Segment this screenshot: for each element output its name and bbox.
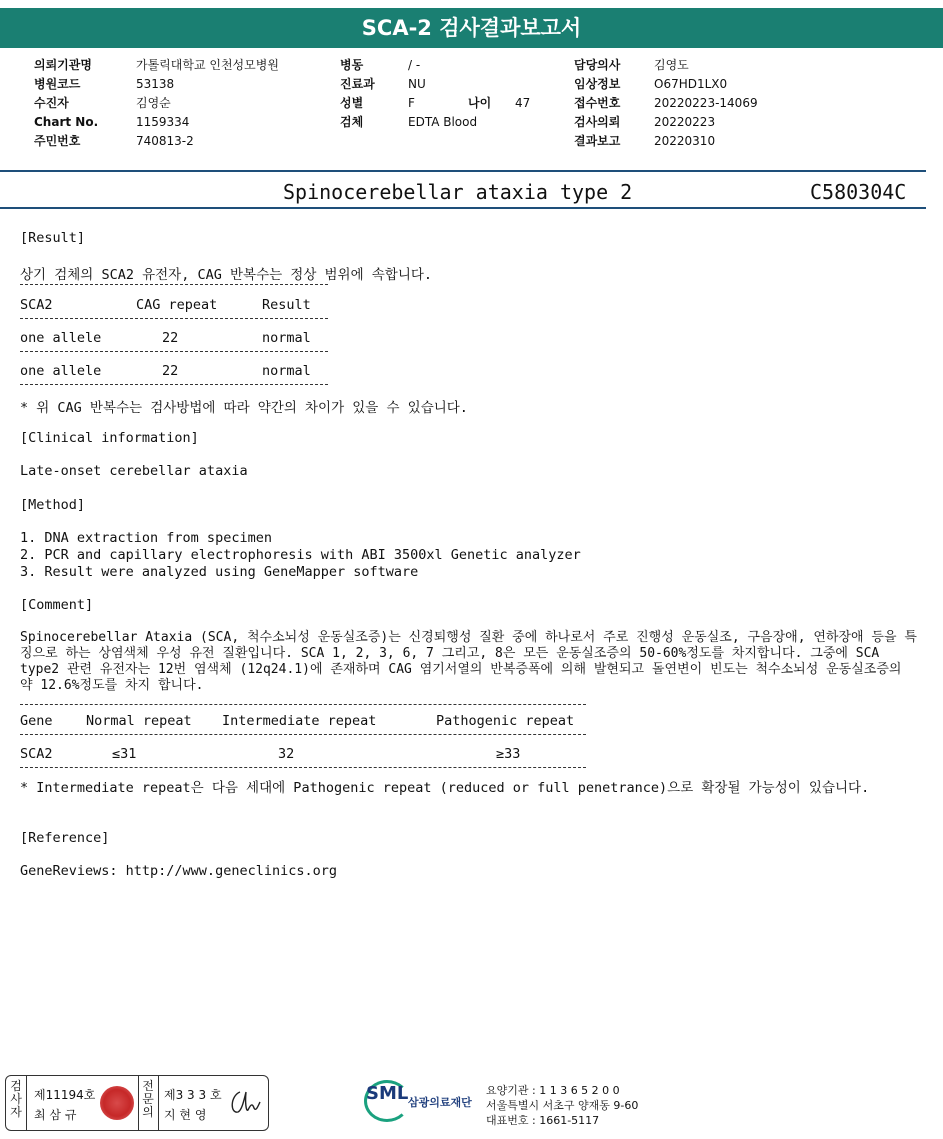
divider [20, 767, 586, 768]
result-col-repeat: CAG repeat [136, 297, 218, 313]
chart-no-label: Chart No. [34, 115, 99, 129]
request-date-label: 검사의뢰 [574, 115, 621, 129]
examiner-name: 최 삼 규 [34, 1108, 77, 1122]
header-col-1 [34, 56, 279, 151]
org-name: 삼광의료재단 [408, 1096, 472, 1109]
method-step-3: 3. Result were analyzed using GeneMapper software [20, 564, 419, 580]
institution-label: 의뢰기관명 [34, 58, 92, 72]
header-row-doctor [574, 56, 758, 75]
header-row-ward [340, 56, 530, 75]
org-info-code: 요양기관 : 1 1 3 6 5 2 0 0 [486, 1084, 620, 1097]
reference-heading: [Reference] [20, 830, 110, 846]
header-row-clinical-info [574, 75, 758, 94]
method-heading: [Method] [20, 497, 86, 513]
patient-value: 김영순 [136, 96, 171, 110]
receipt-no-label: 접수번호 [574, 96, 621, 110]
header-col-2 [340, 56, 530, 132]
comment-text: Spinocerebellar Ataxia (SCA, 척수소뇌성 운동실조증)는 신경퇴행성 질환 중에 하나로서 주로 진행성 운동실조, 구음장애, 연하장애 등을 특징으로 하는 상염색체 우성 유전 질환입니다. SCA 1, 2, 3, 6, 7 그리고, 8은 모든 운동실조증의 50-60%정도를 차지합니다. 그중에 SCA type2 관련 유전자는 12번 염색체 (12q24.1)에 존재하며 CAG 염기서열의 반복증폭에 의해 발현되고 돌연변이 빈도는 척수소뇌성 운동실조증의 약 12.6%정도를 차지 합니다. [20, 630, 917, 693]
age-label: 나이 [468, 96, 492, 110]
comment-col-gene: Gene [20, 713, 53, 729]
header-divider-top [0, 170, 926, 172]
signature-icon [226, 1086, 262, 1120]
comment-note: * Intermediate repeat은 다음 세대에 Pathogenic repeat (reduced or full penetrance)으로 확장될 가능성이 있습니다. [20, 780, 870, 796]
org-info [486, 1083, 638, 1128]
result-col-result: Result [262, 297, 311, 313]
clinical-info-value: O67HD1LX0 [654, 77, 728, 91]
sex-label: 성별 [340, 96, 364, 110]
report-title: SCA-2 검사결과보고서 [0, 8, 943, 48]
hospital-code-label: 병원코드 [34, 77, 81, 91]
specimen-label: 검체 [340, 115, 364, 129]
divider [138, 1076, 139, 1130]
clinical-heading: [Clinical information] [20, 430, 199, 446]
reference-link: GeneReviews: http://www.geneclinics.org [20, 863, 337, 879]
comment-col-intermediate: Intermediate repeat [222, 713, 377, 729]
resident-no-label: 주민번호 [34, 134, 81, 148]
specialist-license: 제3 3 3 호 [164, 1088, 222, 1102]
report-date-label: 결과보고 [574, 134, 621, 148]
clinical-text: Late-onset cerebellar ataxia [20, 463, 248, 479]
comment-col-normal: Normal repeat [86, 713, 192, 729]
org-info-address: 서울특별시 서초구 양재동 9-60 [486, 1099, 639, 1112]
clinical-info-label: 임상정보 [574, 77, 621, 91]
sex-value: F [408, 96, 415, 110]
header-row-institution [34, 56, 279, 75]
header-row-receipt-no [574, 94, 758, 113]
org-info-phone: 대표번호 : 1661-5117 [486, 1114, 600, 1127]
header-row-resident-no [34, 132, 279, 151]
divider [20, 384, 328, 385]
method-step-2: 2. PCR and capillary electrophoresis with ABI 3500xl Genetic analyzer [20, 547, 581, 563]
result-summary: 상기 검체의 SCA2 유전자, CAG 반복수는 정상 범위에 속합니다. [20, 267, 433, 283]
header-row-chart-no [34, 113, 279, 132]
result-row-2-result: normal [262, 363, 311, 379]
divider [20, 284, 328, 285]
comment-row-gene: SCA2 [20, 746, 53, 762]
hospital-code-value: 53138 [136, 77, 175, 91]
result-row-2-repeat: 22 [162, 363, 179, 379]
result-row-2-allele: one allele [20, 363, 102, 379]
sml-logo-text: SML [366, 1083, 409, 1104]
comment-heading: [Comment] [20, 597, 94, 613]
result-row-1-result: normal [262, 330, 311, 346]
comment-col-pathogenic: Pathogenic repeat [436, 713, 575, 729]
examiner-label: 검 사 자 [10, 1079, 22, 1119]
doctor-value: 김영도 [654, 58, 689, 72]
patient-label: 수진자 [34, 96, 69, 110]
department-label: 진료과 [340, 77, 375, 91]
result-note: * 위 CAG 반복수는 검사방법에 따라 약간의 차이가 있을 수 있습니다. [20, 400, 468, 416]
header-row-request-date [574, 113, 758, 132]
result-col-gene: SCA2 [20, 297, 53, 313]
seal-icon [100, 1086, 134, 1120]
header-row-patient [34, 94, 279, 113]
resident-no-value: 740813-2 [136, 134, 194, 148]
header-divider-bottom [0, 207, 926, 209]
result-heading: [Result] [20, 230, 86, 246]
header-row-sex [340, 94, 530, 113]
divider [20, 351, 328, 352]
ward-value: / - [408, 58, 421, 72]
doctor-label: 담당의사 [574, 58, 621, 72]
comment-row-normal: ≤31 [112, 746, 137, 762]
signature-box [5, 1075, 269, 1131]
specialist-name: 지 현 영 [164, 1108, 207, 1122]
header-row-hospital-code [34, 75, 279, 94]
header-row-department [340, 75, 530, 94]
divider [20, 704, 586, 705]
ward-label: 병동 [340, 58, 364, 72]
test-code: C580304C [810, 180, 907, 204]
divider [158, 1076, 159, 1130]
request-date-value: 20220223 [654, 115, 716, 129]
specialist-label: 전 문 의 [142, 1079, 154, 1119]
header-row-specimen [340, 113, 530, 132]
divider [20, 734, 586, 735]
examiner-license: 제11194호 [34, 1088, 96, 1102]
receipt-no-value: 20220223-14069 [654, 96, 758, 110]
test-title-bar [0, 180, 926, 208]
comment-row-pathogenic: ≥33 [496, 746, 521, 762]
divider [26, 1076, 27, 1130]
divider [20, 318, 328, 319]
institution-value: 가톨릭대학교 인천성모병원 [136, 58, 279, 72]
result-row-1-repeat: 22 [162, 330, 179, 346]
header-col-3 [574, 56, 758, 151]
age-value: 47 [515, 96, 531, 110]
comment-row-intermediate: 32 [278, 746, 295, 762]
department-value: NU [408, 77, 426, 91]
chart-no-value: 1159334 [136, 115, 190, 129]
result-row-1-allele: one allele [20, 330, 102, 346]
specimen-value: EDTA Blood [408, 115, 478, 129]
report-date-value: 20220310 [654, 134, 716, 148]
test-name: Spinocerebellar ataxia type 2 [283, 180, 633, 204]
method-step-1: 1. DNA extraction from specimen [20, 530, 272, 546]
header-row-report-date [574, 132, 758, 151]
